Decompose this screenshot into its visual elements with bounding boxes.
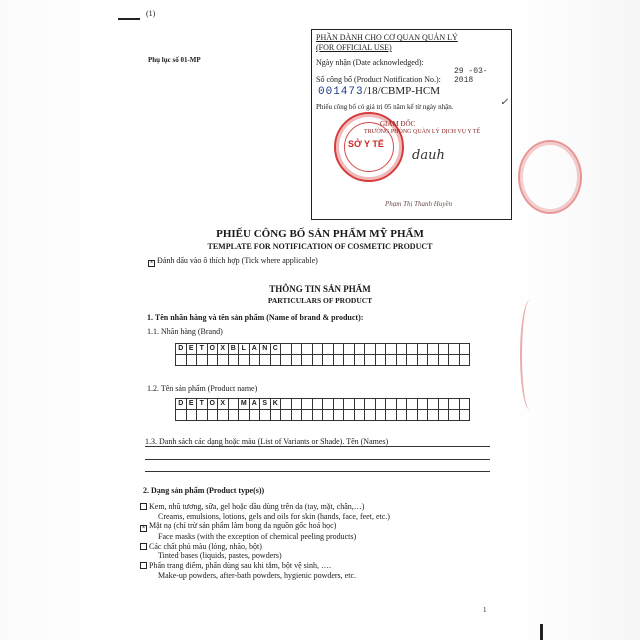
letter-cell: M [238,398,250,410]
letter-cell: A [249,343,261,355]
corner-mark: (1) [146,9,156,18]
product-type-en: Face masks (with the exception of chemical peeling products) [158,532,357,542]
checkbox-icon[interactable] [140,543,147,550]
letter-cell: K [270,398,282,410]
signature: dauh [412,148,445,163]
appendix-label: Phụ lục số 01-MP [148,56,201,64]
notification-number [318,85,440,98]
signer-name: Phạm Thị Thanh Huyền [385,200,453,208]
tick-note-text: Đánh dấu vào ô thích hợp (Tick where applicable) [157,256,318,265]
letter-cell: O [207,343,219,355]
letter-cell: O [207,398,219,410]
checkbox-icon[interactable] [140,562,147,569]
product-name-grid [176,398,470,410]
letter-cell [459,398,471,410]
product-type-vi: Phấn trang điểm, phấn dùng sau khi tắm, bột vệ sinh, …. [149,560,331,570]
director-line-1: GIÁM ĐỐC [380,120,416,128]
letter-cell: X [217,398,229,410]
letter-cell: D [175,398,187,410]
product-type-option[interactable] [140,521,500,542]
product-type-vi: Các chất phủ màu (lỏng, nhão, bột) [149,541,262,551]
product-type-list [140,502,500,580]
checked-checkbox-icon[interactable]: × [141,525,146,532]
notification-number-suffix: /18/CBMP-HCM [363,85,441,97]
letter-cell: X [217,343,229,355]
product-type-en: Tinted bases (liquids, pastes, powders) [158,551,282,561]
tick-note [148,256,318,267]
letter-cell: L [238,343,250,355]
letter-cell: B [228,343,240,355]
product-type-vi: Kem, nhũ tương, sữa, gel hoặc dầu dùng trên da (tay, mặt, chân,…) [149,502,365,511]
official-title-vi: PHẦN DÀNH CHO CƠ QUAN QUẢN LÝ [316,33,458,42]
letter-cell [459,343,471,355]
date-acknowledged-value: 29 -03- 2018 [454,67,488,85]
initial-mark: ✓ [500,97,509,108]
brand-grid [176,343,470,355]
section1-heading: 1. Tên nhãn hàng và tên sản phẩm (Name of brand & product): [147,313,364,322]
notification-number-prefix: 001473 [318,86,364,98]
form-title-en: TEMPLATE FOR NOTIFICATION OF COSMETIC PRODUCT [207,242,433,251]
letter-cell: C [270,343,282,355]
variants-line-1 [145,446,490,447]
particulars-title-vi: THÔNG TIN SẢN PHẨM [269,284,371,294]
product-type-en: Make-up powders, after-bath powders, hygienic powders, etc. [158,570,356,580]
letter-cell: E [186,398,198,410]
notification-number-label: Số công bố (Product Notification No.): [316,75,441,84]
edge-seal-top [518,140,582,214]
variants-label: 1.3. Danh sách các dạng hoặc màu (List of Variants or Shade). Tên (Names) [145,437,389,446]
letter-cell: E [186,343,198,355]
section2-heading: 2. Dạng sản phẩm (Product type(s)) [143,486,265,495]
seal-text: SỞ Y TẾ [348,139,384,149]
product-type-vi: Mặt nạ (chỉ trừ sản phẩm làm bong da nguồn gốc hoá học) [149,521,337,531]
letter-cell [459,409,471,421]
variants-line-3 [145,471,490,472]
corner-dash [118,18,140,20]
validity-note: Phiếu công bố có giá trị 05 năm kể từ ngày nhận. [316,103,454,111]
letter-cell: A [249,398,261,410]
edge-seal-side [520,300,540,410]
letter-cell: T [196,398,208,410]
product-type-option[interactable] [140,542,500,561]
director-line-2: TRƯỞNG PHÒNG QUẢN LÝ DỊCH VỤ Y TẾ [364,129,481,135]
form-title-vi: PHIẾU CÔNG BỐ SẢN PHẨM MỸ PHẨM [216,228,424,240]
bottom-edge-mark [540,624,543,640]
official-use-box [311,29,512,220]
letter-cell [459,354,471,366]
brand-label: 1.1. Nhãn hàng (Brand) [147,327,223,336]
product-type-en: Creams, emulsions, lotions, gels and oils for skin (hands, face, feet, etc.) [158,511,390,521]
date-acknowledged-label: Ngày nhận (Date acknowledged): [316,58,424,67]
tick-note-checkbox-icon: × [149,260,154,266]
letter-cell: N [259,343,271,355]
variants-line-2 [145,459,490,460]
brand-grid-second-row [176,354,470,366]
product-name-label: 1.2. Tên sản phẩm (Product name) [147,384,258,393]
letter-cell: S [259,398,271,410]
page-number: 1 [483,606,487,614]
product-name-grid-second-row [176,409,470,421]
letter-cell: D [175,343,187,355]
official-title-en: (FOR OFFICIAL USE) [316,43,392,52]
product-type-option[interactable] [140,561,500,580]
product-type-option[interactable] [140,502,500,521]
particulars-title-en: PARTICULARS OF PRODUCT [267,296,373,305]
letter-cell: T [196,343,208,355]
checkbox-icon[interactable] [140,503,147,510]
